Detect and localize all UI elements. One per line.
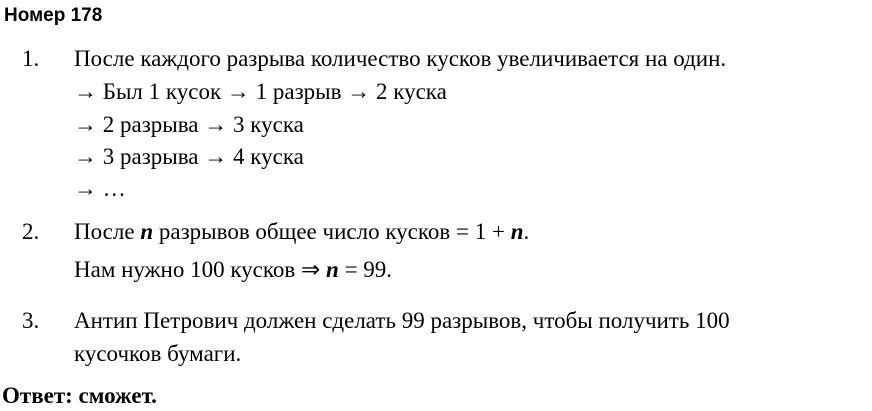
item-3-line-2: кусочков бумаги.: [74, 341, 242, 366]
item-3-line-1: Антип Петрович должен сделать 99 разрывов, чтобы получить 100: [74, 308, 730, 333]
item-1-line-1: После каждого разрыва количество кусков увеличивается на один.: [74, 46, 727, 71]
item-2-line-1-middle: разрывов общее число кусков = 1 +: [153, 219, 511, 244]
item-2-line-1: [74, 217, 529, 247]
item-1-line-4: → 3 разрыва → 4 куска: [74, 144, 304, 169]
variable-n: n: [140, 219, 154, 244]
item-2-line-2-start: Нам нужно 100 кусков ⇒: [74, 257, 327, 282]
item-3-number: 3.: [22, 308, 40, 333]
page-title: Номер 178: [4, 5, 103, 26]
item-1-line-5: → …: [74, 176, 126, 201]
item-2-line-2-end: = 99.: [338, 257, 393, 282]
item-2-line-2: [74, 255, 392, 285]
variable-n: n: [326, 257, 339, 282]
item-1-line-2: → Был 1 кусок → 1 разрыв → 2 куска: [74, 79, 447, 104]
item-1-line-3: → 2 разрыва → 3 куска: [74, 112, 304, 137]
item-1-number: 1.: [22, 46, 40, 71]
item-2-number: 2.: [22, 219, 40, 244]
variable-n: n: [510, 219, 524, 244]
item-2-line-1-end: .: [523, 219, 530, 244]
answer: Ответ: сможет.: [2, 383, 157, 408]
item-2-line-1-start: После: [74, 219, 141, 244]
